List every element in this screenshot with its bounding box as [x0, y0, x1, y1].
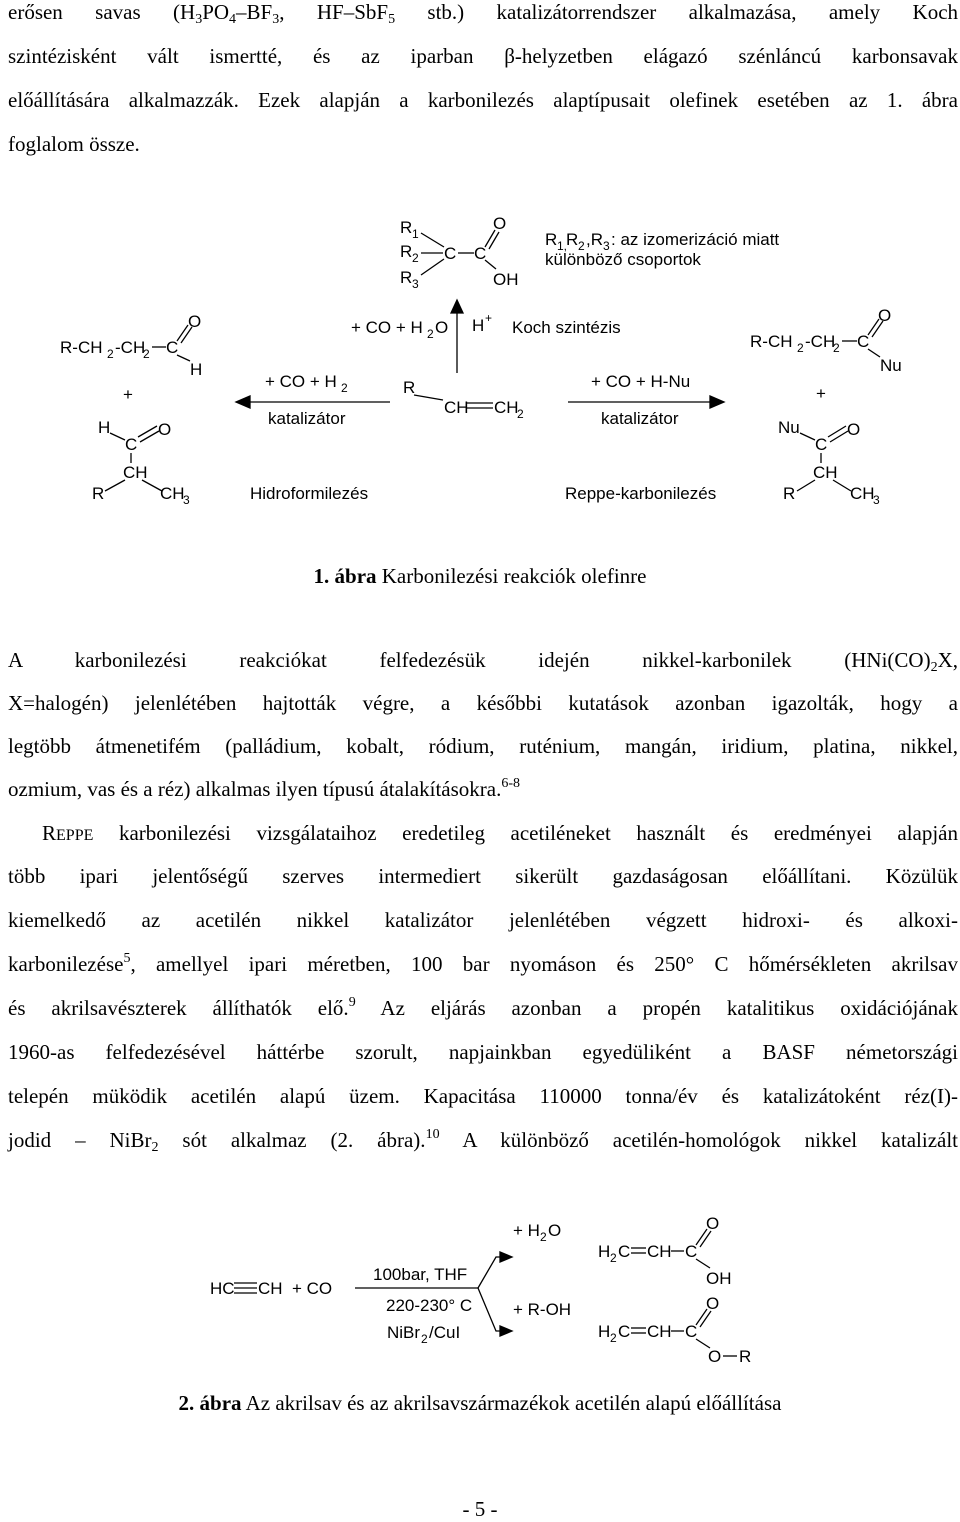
- hydroformylation-arrow: [236, 396, 390, 408]
- svg-text:,R: ,R: [586, 230, 603, 249]
- p2-line-4: ozmium, vas és a réz) alkalmas ilyen típusú átalakításokra.$^{6-8}$: [8, 776, 521, 801]
- intro-line-3: előállítására alkalmazzák. Ezek alapján a karbonilezés alaptípusait olefinek esetében az 1. ábra: [8, 88, 958, 112]
- water-reagent: + H: [513, 1221, 540, 1240]
- svg-text:H: H: [98, 418, 111, 437]
- svg-text:/CuI: /CuI: [429, 1323, 461, 1342]
- svg-text:2: 2: [578, 239, 585, 253]
- figure-2-caption: 2. ábra Az akrilsav és az akrilsavszármazékok acetilén alapú előállítása: [178, 1391, 782, 1415]
- svg-text:3: 3: [873, 493, 880, 505]
- svg-text:2: 2: [341, 381, 348, 395]
- svg-text:CH: CH: [647, 1322, 672, 1341]
- svg-text:H: H: [472, 316, 485, 335]
- svg-text:C: C: [857, 332, 870, 351]
- svg-text:HC: HC: [210, 1279, 235, 1298]
- svg-text:2: 2: [610, 1251, 617, 1265]
- figure-2-reaction-scheme: [0, 1205, 960, 1380]
- svg-text:CH: CH: [813, 463, 838, 482]
- svg-text:CH: CH: [258, 1279, 283, 1298]
- svg-text:R: R: [566, 230, 579, 249]
- svg-text:CH: CH: [160, 484, 185, 503]
- svg-text:1,: 1,: [557, 239, 568, 253]
- svg-text:O: O: [188, 312, 202, 331]
- svg-text:CH: CH: [494, 398, 519, 417]
- hydroformylation-reagents: + CO + H: [265, 372, 337, 391]
- svg-text:CH: CH: [123, 463, 148, 482]
- svg-text:2: 2: [833, 341, 840, 355]
- acetylene-reactant: [210, 1279, 332, 1298]
- svg-text:CH: CH: [444, 398, 469, 417]
- svg-text:2: 2: [517, 407, 524, 421]
- koch-product: [400, 214, 779, 291]
- reppe-label: Reppe-karbonilezés: [565, 484, 717, 503]
- svg-text:H: H: [598, 1242, 611, 1261]
- svg-text:R: R: [92, 484, 105, 503]
- svg-text:2: 2: [421, 1332, 428, 1346]
- svg-text:O: O: [706, 1214, 720, 1233]
- koch-arrow: [451, 300, 463, 373]
- svg-text:2: 2: [143, 347, 150, 361]
- intro-line-1: erősen savas ($H_3PO_4-BF_3$, HF–SbF$_5$ stb.) katalizátorrendszer alkalmazása, amely Koch: [8, 0, 959, 27]
- svg-text:+: +: [485, 311, 493, 325]
- svg-text:C: C: [685, 1322, 698, 1341]
- p3-line-2: több ipari jelentőségű szerves intermediert sikerült gazdaságosan előállítani. Közülük: [8, 864, 958, 888]
- svg-text:R-CH: R-CH: [750, 332, 793, 351]
- svg-text:1: 1: [412, 227, 419, 241]
- svg-text:O: O: [493, 214, 507, 233]
- svg-text:3: 3: [412, 277, 419, 291]
- p2-line-3: legtöbb átmenetifém (palládium, kobalt, ródium, ruténium, mangán, iridium, platina, nikkel,: [8, 734, 958, 758]
- svg-text:R: R: [739, 1347, 752, 1366]
- svg-text:OH: OH: [706, 1269, 732, 1288]
- svg-text:: az izomerizáció miatt: : az izomerizáció miatt: [611, 230, 780, 249]
- condition-catalyst: NiBr: [387, 1323, 421, 1342]
- figure-1-caption: 1. ábra Karbonilezési reakciók olefinre: [313, 564, 647, 588]
- intro-line-2: szintézisként vált ismertté, és az iparban β-helyzetben elágazó szénláncú karbonsavak: [8, 44, 958, 68]
- reppe-arrow: [568, 396, 724, 408]
- svg-text:C: C: [685, 1242, 698, 1261]
- r-groups-note: R: [545, 230, 558, 249]
- p3-line-1: REPPE karbonilezési vizsgálataihoz eredetileg acetiléneket használt és eredményei alapján: [42, 821, 958, 845]
- svg-text:R-CH: R-CH: [60, 338, 103, 357]
- svg-text:3: 3: [183, 493, 190, 505]
- condition-temperature: 220-230° C: [386, 1296, 473, 1315]
- svg-text:O: O: [847, 420, 861, 439]
- aldehyde-products: [60, 312, 202, 505]
- condition-pressure: 100bar, THF: [373, 1265, 468, 1284]
- svg-text:R: R: [783, 484, 796, 503]
- p3-line-3: kiemelkedő az acetilén nikkel katalizátor jelenlétében végzett hidroxi- és alkoxi-: [8, 908, 958, 932]
- p3-line-8: jodid – NiBr$_2$ sót alkalmaz (2. ábra).$^{10}$ A különböző acetilén-homológok nikkel katalizált: [8, 1127, 959, 1155]
- svg-text:C: C: [166, 338, 179, 357]
- svg-text:O: O: [435, 318, 449, 337]
- svg-text:C: C: [618, 1242, 631, 1261]
- svg-text:C: C: [815, 435, 828, 454]
- svg-text:-CH: -CH: [115, 338, 146, 357]
- acrylic-ester-product: [598, 1294, 751, 1366]
- koch-reagents: + CO + H: [351, 318, 423, 337]
- svg-text:+ CO: + CO: [292, 1279, 333, 1298]
- svg-text:OH: OH: [493, 270, 519, 289]
- alcohol-reagent: + R-OH: [513, 1300, 572, 1319]
- svg-text:+: +: [816, 384, 826, 403]
- svg-text:2: 2: [540, 1230, 547, 1244]
- koch-label: Koch szintézis: [512, 318, 621, 337]
- page-number: - 5 -: [462, 1497, 498, 1521]
- svg-text:O: O: [708, 1347, 722, 1366]
- figure-1-reaction-scheme: [0, 205, 960, 505]
- svg-text:CH: CH: [850, 484, 875, 503]
- olefin-substrate: [403, 378, 524, 421]
- svg-text:C: C: [474, 244, 487, 263]
- svg-text:H: H: [190, 360, 203, 379]
- svg-text:R: R: [403, 378, 416, 397]
- r1-label: R: [400, 218, 413, 237]
- svg-text:O: O: [548, 1221, 562, 1240]
- svg-text:2: 2: [797, 341, 804, 355]
- svg-text:Nu: Nu: [880, 356, 902, 375]
- p3-line-6: 1960-as felfedezésével háttérbe szorult, napjainkban egyedüliként a BASF németországi: [8, 1040, 958, 1064]
- p3-line-7: telepén müködik acetilén alapú üzem. Kapacitása 110000 tonna/év és katalizátoként réz(I)-: [8, 1084, 958, 1108]
- p3-line-5: és akrilsavészterek állíthatók elő.$^9$ Az eljárás azonban a propén katalitikus oxidációjának: [8, 995, 958, 1020]
- svg-text:H: H: [598, 1322, 611, 1341]
- svg-text:2: 2: [107, 347, 114, 361]
- svg-text:C: C: [618, 1322, 631, 1341]
- svg-text:3: 3: [603, 239, 610, 253]
- p2-line-1: A karbonilezési reakciókat felfedezésük idején nikkel-karbonilek ($HNi(CO)_2X$,: [8, 648, 958, 675]
- intro-line-4: foglalom össze.: [8, 132, 140, 156]
- svg-text:-CH: -CH: [805, 332, 836, 351]
- svg-text:C: C: [125, 435, 138, 454]
- svg-text:CH: CH: [647, 1242, 672, 1261]
- svg-text:C: C: [444, 244, 457, 263]
- svg-text:Nu: Nu: [778, 418, 800, 437]
- reppe-reagents: + CO + H-Nu: [591, 372, 691, 391]
- svg-text:O: O: [878, 306, 892, 325]
- svg-text:katalizátor: katalizátor: [601, 409, 679, 428]
- svg-text:O: O: [706, 1294, 720, 1313]
- svg-text:+: +: [123, 385, 133, 404]
- svg-text:katalizátor: katalizátor: [268, 409, 346, 428]
- svg-text:O: O: [158, 420, 172, 439]
- r3-label: R: [400, 268, 413, 287]
- svg-text:2: 2: [427, 327, 434, 341]
- acrylic-acid-product: [598, 1214, 732, 1288]
- hydroformylation-label: Hidroformilezés: [250, 484, 369, 503]
- svg-text:különböző csoportok: különböző csoportok: [545, 250, 701, 269]
- p3-line-4: karbonilezése$^5$, amellyel ipari méretben, 100 bar nyomáson és 250° C hőmérsékleten akrilsav: [8, 951, 958, 976]
- p2-line-2: X=halogén) jelenlétében hajtották végre, a későbbi kutatások azonban igazolták, hogy a: [8, 691, 958, 715]
- r2-label: R: [400, 242, 413, 261]
- reppe-products: [750, 306, 902, 505]
- svg-text:2: 2: [412, 251, 419, 265]
- svg-text:2: 2: [610, 1331, 617, 1345]
